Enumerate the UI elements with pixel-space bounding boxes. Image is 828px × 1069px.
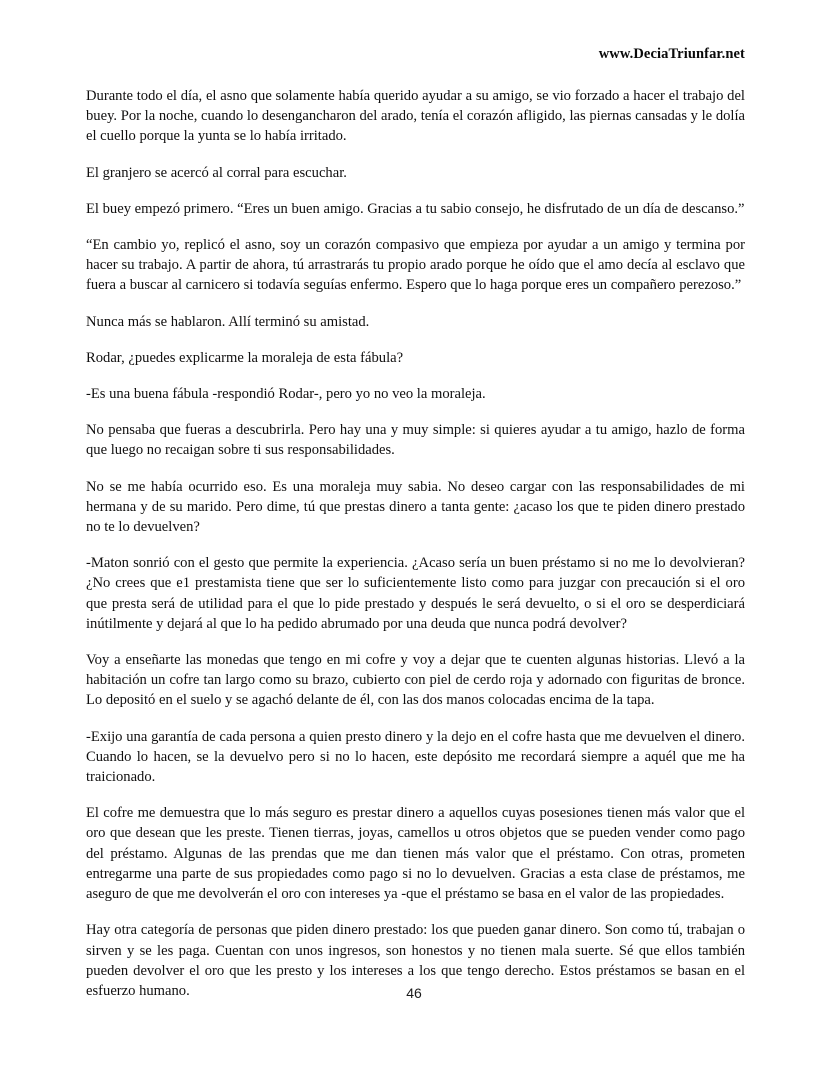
paragraph: -Maton sonrió con el gesto que permite la experiencia. ¿Acaso sería un buen préstamo si no me lo devolvieran? ¿No crees que e1 prestamista tiene que ser lo suficientemente listo como para juzgar con precaución si el oro que presta será de utilidad para el que lo pide prestado y después le será devuelto, o si el oro se desperdiciará inútilmente y dejará al que lo ha pedido abrumado por una deuda que nunca podrá devolver? <box>86 555 745 632</box>
paragraph: No se me había ocurrido eso. Es una moraleja muy sabia. No deseo cargar con las responsabilidades de mi hermana y de su marido. Pero dime, tú que prestas dinero a tanta gente: ¿acaso los que te piden dinero prestado no te lo devuelven? <box>86 478 745 536</box>
paragraph: El cofre me demuestra que lo más seguro es prestar dinero a aquellos cuyas posesiones tienen más valor que el oro que desean que les preste. Tienen tierras, joyas, camellos u otros objetos que se pueden vender como pago del préstamo. Algunas de las prendas que me dan tienen más valor que el préstamo. Con otras, prometen entregarme una parte de sus propiedades como pago si no lo devuelven. Gracias a esta clase de préstamos, me aseguro de que me devolverán el oro con intereses ya -que el préstamo se basa en el valor de las propiedades. <box>86 805 745 903</box>
paragraph: Rodar, ¿puedes explicarme la moraleja de esta fábula? <box>86 349 404 366</box>
paragraph: -Es una buena fábula -respondió Rodar-, pero yo no veo la moraleja. <box>86 386 486 403</box>
paragraph: Hay otra categoría de personas que piden dinero prestado: los que pueden ganar dinero. Son como tú, trabajan o sirven y se les paga. Cuentan con unos ingresos, son honestos y no tienen mala suerte. Sé que ellos también pueden devolver el oro que les presto y los intereses a los que tengo derecho. Estos préstamos se basan en el esfuerzo humano. <box>86 922 745 999</box>
paragraph: No pensaba que fueras a descubrirla. Pero hay una y muy simple: si quieres ayudar a tu amigo, hazlo de forma que luego no recaigan sobre ti sus responsabilidades. <box>86 422 745 459</box>
paragraph: -Exijo una garantía de cada persona a quien presto dinero y la dejo en el cofre hasta que me devuelven el dinero. Cuando lo hacen, se la devuelvo pero si no lo hacen, este depósito me recordará siempre a aquél que me ha traicionado. <box>86 728 745 786</box>
paragraph: Durante todo el día, el asno que solamente había querido ayudar a su amigo, se vio forzado a hacer el trabajo del buey. Por la noche, cuando lo desengancharon del arado, tenía el corazón afligido, las piernas cansadas y le dolía el cuello porque la yunta se lo había irritado. <box>86 88 745 145</box>
running-header: www.DeciaTriunfar.net <box>598 46 745 62</box>
body-text-column <box>86 86 745 1001</box>
page-number: 46 <box>406 985 422 1001</box>
paragraph: Nunca más se hablaron. Allí terminó su amistad. <box>86 313 370 330</box>
paragraph: “En cambio yo, replicó el asno, soy un corazón compasivo que empieza por ayudar a un amigo y termina por hacer su trabajo. A partir de ahora, tú arrastrarás tu propio arado porque he oído que el amo decía al esclavo que fuera a buscar al carnicero si todavía seguías enfermo. Espero que lo haga porque eres un compañero perezoso.” <box>86 237 745 294</box>
paragraph: El buey empezó primero. “Eres un buen amigo. Gracias a tu sabio consejo, he disfrutado de un día de descanso.” <box>86 200 745 217</box>
paragraph: Voy a enseñarte las monedas que tengo en mi cofre y voy a dejar que te cuenten algunas historias. Llevó a la habitación un cofre tan largo como su brazo, cubierto con piel de cerdo roja y adornado con figuritas de bronce. Lo depositó en el suelo y se agachó delante de él, con las dos manos colocadas encima de la tapa. <box>86 652 745 709</box>
paragraph: El granjero se acercó al corral para escuchar. <box>86 164 347 181</box>
